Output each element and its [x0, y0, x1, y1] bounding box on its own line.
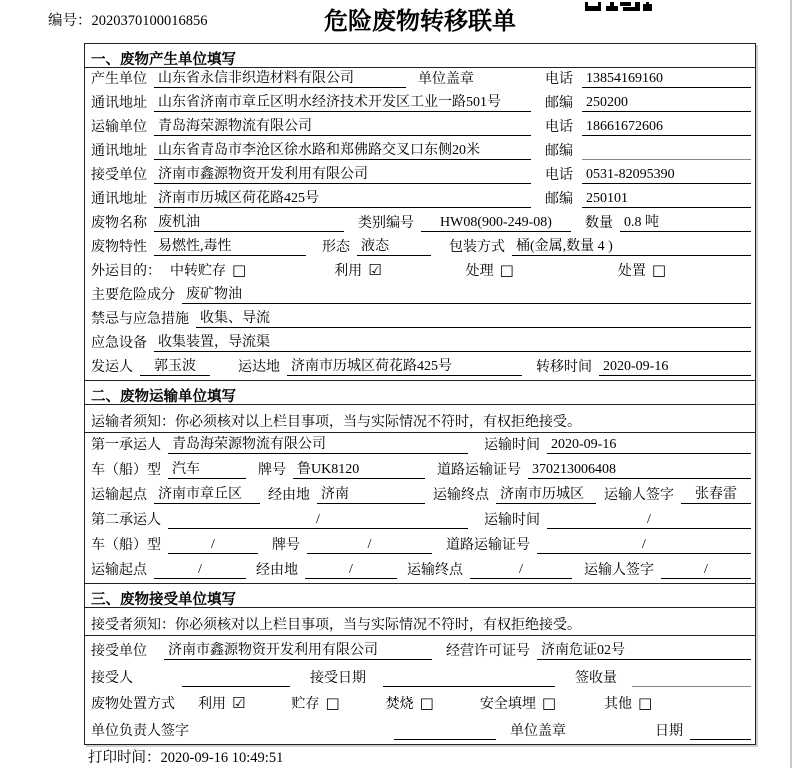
option-label: 贮存	[291, 697, 320, 712]
row-second-carrier	[85, 508, 755, 533]
vehicle-type-label: 车（船）型	[91, 538, 161, 553]
transport-time-value: /	[547, 512, 751, 529]
producer-phone-group	[537, 68, 751, 88]
carrier-sign-label: 运输人签字	[604, 488, 674, 503]
row-first-carrier	[85, 433, 755, 458]
row-emergency-equipment	[85, 332, 755, 356]
quantity-label: 数量	[585, 216, 613, 231]
receiver-zip-group	[537, 188, 751, 208]
checkbox-unchecked-icon: □	[651, 260, 667, 279]
transporter-notice	[85, 405, 755, 433]
purpose-label: 外运目的：	[91, 264, 161, 279]
transfer-time-value: 2020-09-16	[599, 359, 751, 376]
via-value: 济南	[317, 483, 425, 504]
producer-label: 产生单位	[91, 72, 147, 87]
zip-value: 250101	[582, 191, 751, 208]
carrier-sign-value: /	[661, 562, 751, 579]
row-route-2	[85, 558, 755, 583]
traits-value: 易燃性,毒性	[154, 235, 306, 256]
hazard-value: 废矿物油	[182, 283, 751, 304]
page-right-edge	[790, 0, 792, 768]
print-time-value: 2020-09-16 10:49:51	[160, 750, 284, 766]
option-label: 焚烧	[385, 697, 414, 712]
endpoint-label: 运输终点	[433, 488, 489, 503]
option-label: 处置	[617, 264, 646, 279]
address-label: 通讯地址	[91, 192, 147, 207]
phone-label: 电话	[545, 72, 573, 87]
stamp-fragment-icon	[585, 0, 655, 16]
vehicle-type-value: 汽车	[168, 458, 246, 479]
phone-label: 电话	[545, 120, 573, 135]
transporter-phone-group	[537, 116, 751, 136]
option-label: 处理	[465, 264, 494, 279]
phone-value: 13854169160	[582, 71, 751, 88]
option-label: 其他	[604, 697, 633, 712]
first-carrier-value: 青岛海荣源物流有限公司	[168, 433, 468, 454]
road-permit-value: 370213006408	[528, 462, 751, 479]
taboo-label: 禁忌与应急措施	[91, 312, 189, 327]
license-value: 济南危证02号	[537, 639, 751, 660]
purpose-option-treat	[466, 260, 514, 280]
road-permit-label: 道路运输证号	[446, 538, 530, 553]
signed-amount-label: 签收量	[575, 671, 617, 686]
transport-time-label: 运输时间	[484, 513, 540, 528]
signed-amount-value	[632, 671, 751, 687]
license-label: 经营许可证号	[446, 644, 530, 659]
producer-seal-label: 单位盖章	[418, 72, 474, 87]
road-permit-value: /	[537, 537, 751, 554]
producer-zip-group	[537, 92, 751, 112]
transport-time-label: 运输时间	[484, 438, 540, 453]
plate-value: 鲁UK8120	[293, 458, 425, 479]
transfer-time-label: 转移时间	[536, 360, 592, 375]
origin-label: 运输起点	[91, 488, 147, 503]
unit-seal-label: 单位盖章	[510, 724, 566, 739]
address-value: 山东省青岛市李沧区徐水路和郑佛路交叉口东侧20米	[154, 139, 531, 160]
address-value: 山东省济南市章丘区明水经济技术开发区工业一路501号	[154, 91, 531, 112]
print-time-line	[88, 746, 283, 767]
row-waste-name	[85, 212, 755, 236]
via-label: 经由地	[268, 488, 310, 503]
carrier-sign-label: 运输人签字	[584, 563, 654, 578]
dispatcher-value: 郭玉波	[140, 355, 210, 376]
checkbox-unchecked-icon: □	[499, 260, 514, 279]
receiver-label: 接受单位	[91, 168, 147, 183]
purpose-option-utilize	[334, 260, 381, 280]
row-hazard-components	[85, 284, 755, 308]
section-producer-header: 一、废物产生单位填写	[85, 44, 755, 68]
notice-text: 接受者须知：你必须核对以上栏目事项，当与实际情况不符时，有权拒绝接受。	[91, 618, 581, 633]
endpoint-value: 济南市历城区	[496, 483, 596, 504]
receiver-phone-group	[537, 164, 751, 184]
origin-value: 济南市章丘区	[154, 483, 260, 504]
vehicle-type-value: /	[168, 537, 258, 554]
page-title: 危险废物转移联单	[324, 8, 516, 35]
transporter-label: 运输单位	[91, 120, 147, 135]
row-producer-address	[85, 92, 755, 116]
disposal-option-other	[604, 693, 652, 713]
via-label: 经由地	[256, 563, 298, 578]
endpoint-label: 运输终点	[407, 563, 463, 578]
disposal-label: 废物处置方式	[91, 697, 175, 712]
section-receiver-header: 三、废物接受单位填写	[85, 584, 755, 608]
row-vehicle-2	[85, 533, 755, 558]
receiving-unit-value: 济南市鑫源物资开发利用有限公司	[164, 639, 432, 660]
disposal-option-landfill	[480, 693, 556, 713]
disposal-option-incinerate	[386, 693, 434, 713]
option-label: 安全填埋	[479, 697, 536, 712]
second-carrier-label: 第二承运人	[91, 513, 161, 528]
row-emergency-measures	[85, 308, 755, 332]
disposal-option-storage	[291, 693, 339, 713]
vehicle-type-label: 车（船）型	[91, 463, 161, 478]
plate-value: /	[307, 537, 432, 554]
receiver-notice	[85, 608, 755, 636]
transporter-zip-group	[537, 140, 751, 160]
destination-value: 济南市历城区荷花路425号	[287, 355, 522, 376]
row-receiving-unit	[85, 636, 755, 664]
purpose-option-dispose	[618, 260, 666, 280]
responsible-sign-label: 单位负责人签字	[91, 724, 189, 739]
checkbox-checked-icon: ☑	[232, 693, 246, 712]
phone-value: 0531-82095390	[582, 167, 751, 184]
print-time-label: 打印时间：	[88, 750, 161, 766]
zip-label: 邮编	[545, 96, 573, 111]
row-responsible-signature	[85, 717, 755, 744]
section-transporter-header: 二、废物运输单位填写	[85, 381, 755, 405]
row-receiver-address	[85, 188, 755, 212]
producer-value: 山东省永信非织造材料有限公司	[154, 67, 406, 88]
waste-name-label: 废物名称	[91, 216, 147, 231]
address-label: 通讯地址	[91, 96, 147, 111]
form-label: 形态	[322, 240, 350, 255]
transport-time-value: 2020-09-16	[547, 437, 751, 454]
traits-label: 废物特性	[91, 240, 147, 255]
zip-label: 邮编	[545, 144, 573, 159]
row-receiving-person	[85, 664, 755, 691]
endpoint-value: /	[470, 562, 572, 579]
section-transporter	[85, 381, 755, 584]
notice-text: 运输者须知：你必须核对以上栏目事项，当与实际情况不符时，有权拒绝接受。	[91, 415, 581, 430]
equipment-value: 收集装置，导流渠	[154, 331, 751, 352]
carrier-sign-value: 张春雷	[681, 483, 751, 504]
via-value: /	[305, 562, 397, 579]
origin-label: 运输起点	[91, 563, 147, 578]
receiver-person-value	[182, 671, 290, 687]
zip-value-blank	[582, 144, 751, 160]
receive-date-value	[383, 671, 555, 687]
row-receiver	[85, 164, 755, 188]
phone-label: 电话	[545, 168, 573, 183]
plate-label: 牌号	[272, 538, 300, 553]
row-transporter-address	[85, 140, 755, 164]
date-value	[690, 724, 751, 740]
phone-value: 18661672606	[582, 119, 751, 136]
option-label: 利用	[334, 264, 363, 279]
option-label: 利用	[198, 697, 226, 712]
row-vehicle-1	[85, 458, 755, 483]
packing-value: 桶(金属,数量 4 )	[512, 235, 751, 256]
checkbox-checked-icon: ☑	[368, 260, 382, 279]
equipment-label: 应急设备	[91, 336, 147, 351]
zip-value: 250200	[582, 95, 751, 112]
row-transfer-purpose	[85, 260, 755, 284]
taboo-value: 收集、导流	[196, 307, 751, 328]
receiver-person-label: 接受人	[91, 671, 133, 686]
checkbox-unchecked-icon: □	[325, 693, 340, 712]
section-receiver	[85, 584, 755, 744]
row-producer	[85, 68, 755, 92]
serial-label: 编号：	[48, 13, 92, 29]
serial-value: 2020370100016856	[91, 13, 208, 29]
second-carrier-value: /	[168, 512, 468, 529]
plate-label: 牌号	[258, 463, 286, 478]
checkbox-unchecked-icon: □	[419, 693, 434, 712]
category-label: 类别编号	[358, 216, 414, 231]
quantity-value: 0.8 吨	[620, 211, 751, 232]
row-waste-traits	[85, 236, 755, 260]
address-value: 济南市历城区荷花路425号	[154, 187, 531, 208]
checkbox-unchecked-icon: □	[541, 693, 557, 712]
row-route-1	[85, 483, 755, 508]
receiving-unit-label: 接受单位	[91, 644, 147, 659]
receiver-value: 济南市鑫源物资开发利用有限公司	[154, 163, 531, 184]
transfer-manifest-form	[84, 43, 756, 745]
first-carrier-label: 第一承运人	[91, 438, 161, 453]
transporter-value: 青岛海荣源物流有限公司	[154, 115, 531, 136]
hazard-label: 主要危险成分	[91, 288, 175, 303]
packing-label: 包装方式	[449, 240, 505, 255]
purpose-option-storage	[170, 260, 246, 280]
category-value: HW08(900-249-08)	[421, 215, 571, 232]
date-label: 日期	[655, 724, 683, 739]
waste-name-value: 废机油	[154, 211, 344, 232]
receive-date-label: 接受日期	[310, 671, 366, 686]
address-label: 通讯地址	[91, 144, 147, 159]
checkbox-unchecked-icon: □	[232, 260, 247, 279]
row-disposal-method	[85, 691, 755, 717]
dispatcher-label: 发运人	[91, 360, 133, 375]
origin-value: /	[154, 562, 246, 579]
row-dispatch	[85, 356, 755, 380]
road-permit-label: 道路运输证号	[437, 463, 521, 478]
row-transporter	[85, 116, 755, 140]
form-value: 液态	[357, 235, 431, 256]
section-producer	[85, 44, 755, 381]
responsible-sign-value	[394, 724, 496, 740]
option-label: 中转贮存	[170, 264, 226, 279]
checkbox-unchecked-icon: □	[638, 693, 653, 712]
zip-label: 邮编	[545, 192, 573, 207]
destination-label: 运达地	[238, 360, 280, 375]
disposal-option-utilize	[198, 693, 245, 713]
